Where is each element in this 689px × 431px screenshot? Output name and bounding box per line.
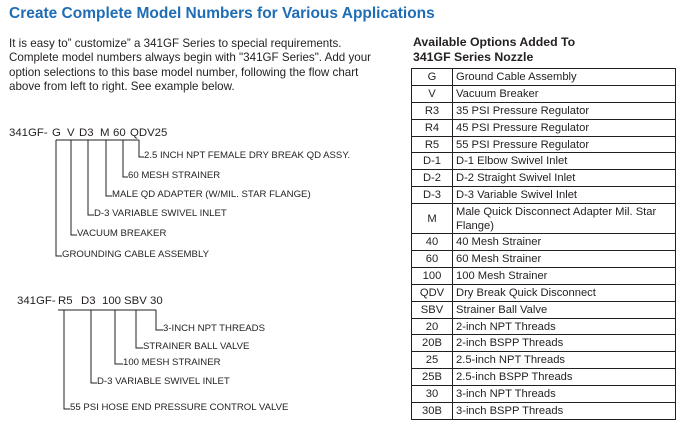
option-code: 30 — [412, 386, 453, 403]
example1-label-v: VACUUM BREAKER — [77, 228, 167, 239]
table-row — [412, 136, 676, 153]
option-desc: Ground Cable Assembly — [453, 69, 676, 86]
example2-segment-30: 30 — [150, 295, 163, 307]
option-desc: Dry Break Quick Disconnect — [453, 284, 676, 301]
option-desc: 2.5-inch NPT Threads — [453, 352, 676, 369]
option-desc: D-2 Straight Swivel Inlet — [453, 170, 676, 187]
option-desc: 100 Mesh Strainer — [453, 267, 676, 284]
example1-label-qdv25: 2.5 INCH NPT FEMALE DRY BREAK QD ASSY. — [144, 150, 351, 161]
table-row — [412, 403, 676, 420]
example1-label-g: GROUNDING CABLE ASSEMBLY — [62, 249, 209, 260]
option-code: R4 — [412, 119, 453, 136]
options-title — [413, 35, 575, 65]
option-desc: 3-inch BSPP Threads — [453, 403, 676, 420]
example2-label-r5: 55 PSI HOSE END PRESSURE CONTROL VALVE — [70, 402, 289, 413]
option-code: 40 — [412, 234, 453, 251]
option-desc: D-3 Variable Swivel Inlet — [453, 187, 676, 204]
table-row — [412, 386, 676, 403]
option-code: R3 — [412, 102, 453, 119]
table-row — [412, 187, 676, 204]
option-desc: Strainer Ball Valve — [453, 301, 676, 318]
table-row — [412, 352, 676, 369]
options-title-line1: Available Options Added To — [413, 35, 576, 49]
option-code: QDV — [412, 284, 453, 301]
option-code: G — [412, 69, 453, 86]
table-row — [412, 369, 676, 386]
option-desc: 60 Mesh Strainer — [453, 251, 676, 268]
option-code: D-2 — [412, 170, 453, 187]
table-row — [412, 335, 676, 352]
example2-prefix: 341GF- — [17, 295, 56, 307]
example2-label-d3: D-3 VARIABLE SWIVEL INLET — [97, 376, 230, 387]
option-code: D-3 — [412, 187, 453, 204]
table-row — [412, 69, 676, 86]
option-desc: 55 PSI Pressure Regulator — [453, 136, 676, 153]
table-row — [412, 234, 676, 251]
option-code: 60 — [412, 251, 453, 268]
table-row — [412, 301, 676, 318]
option-code: 25 — [412, 352, 453, 369]
example2-segment-r5: R5 — [58, 295, 73, 307]
table-row — [412, 170, 676, 187]
option-code: SBV — [412, 301, 453, 318]
table-row — [412, 102, 676, 119]
option-code: 20 — [412, 318, 453, 335]
option-code: M — [412, 204, 453, 234]
example1-prefix: 341GF- — [9, 127, 48, 139]
option-code: 100 — [412, 267, 453, 284]
example2-segment-100: 100 — [102, 295, 122, 307]
table-row — [412, 153, 676, 170]
example2-label-sbv: STRAINER BALL VALVE — [143, 341, 250, 352]
option-desc: 45 PSI Pressure Regulator — [453, 119, 676, 136]
option-code: D-1 — [412, 153, 453, 170]
option-desc: 35 PSI Pressure Regulator — [453, 102, 676, 119]
table-row — [412, 204, 676, 234]
example2-label-30: 3-INCH NPT THREADS — [163, 323, 265, 334]
option-code: 25B — [412, 369, 453, 386]
example1-segment-d3: D3 — [79, 127, 94, 139]
example2-segment-sbv: SBV — [124, 295, 147, 307]
example1-segment-g: G — [52, 127, 61, 139]
example1-label-60: 60 MESH STRAINER — [128, 170, 221, 181]
example1-segment-qdv25: QDV25 — [130, 127, 168, 139]
option-code: R5 — [412, 136, 453, 153]
options-table — [411, 68, 676, 420]
options-title-line2: 341GF Series Nozzle — [413, 50, 534, 64]
example1-label-m: MALE QD ADAPTER (W/MIL. STAR FLANGE) — [112, 189, 311, 200]
option-desc: 2-inch NPT Threads — [453, 318, 676, 335]
option-desc: 40 Mesh Strainer — [453, 234, 676, 251]
option-desc: Vacuum Breaker — [453, 85, 676, 102]
table-row — [412, 85, 676, 102]
example1-segment-v: V — [67, 127, 75, 139]
option-desc: 3-inch NPT Threads — [453, 386, 676, 403]
intro-paragraph: It is easy to” customize” a 341GF Series to special requirements. Complete model numbers always begin with "341GF Series". Add your option selections to this base model number, following the flow chart above from left to right. See example below. — [9, 37, 372, 94]
example1-segment-m: M — [100, 127, 110, 139]
table-row — [412, 119, 676, 136]
option-desc: 2.5-inch BSPP Threads — [453, 369, 676, 386]
table-row — [412, 267, 676, 284]
option-desc: Male Quick Disconnect Adapter Mil. Star Flange) — [453, 204, 676, 234]
option-desc: 2-inch BSPP Threads — [453, 335, 676, 352]
table-row — [412, 318, 676, 335]
example2-label-100: 100 MESH STRAINER — [123, 357, 221, 368]
example1-label-d3: D-3 VARIABLE SWIVEL INLET — [94, 208, 227, 219]
option-desc: D-1 Elbow Swivel Inlet — [453, 153, 676, 170]
option-code: 30B — [412, 403, 453, 420]
table-row — [412, 284, 676, 301]
example2-segment-d3: D3 — [81, 295, 96, 307]
example1-segment-60: 60 — [113, 127, 126, 139]
page-title: Create Complete Model Numbers for Various Applications — [9, 5, 435, 22]
table-row — [412, 251, 676, 268]
option-code: 20B — [412, 335, 453, 352]
option-code: V — [412, 85, 453, 102]
